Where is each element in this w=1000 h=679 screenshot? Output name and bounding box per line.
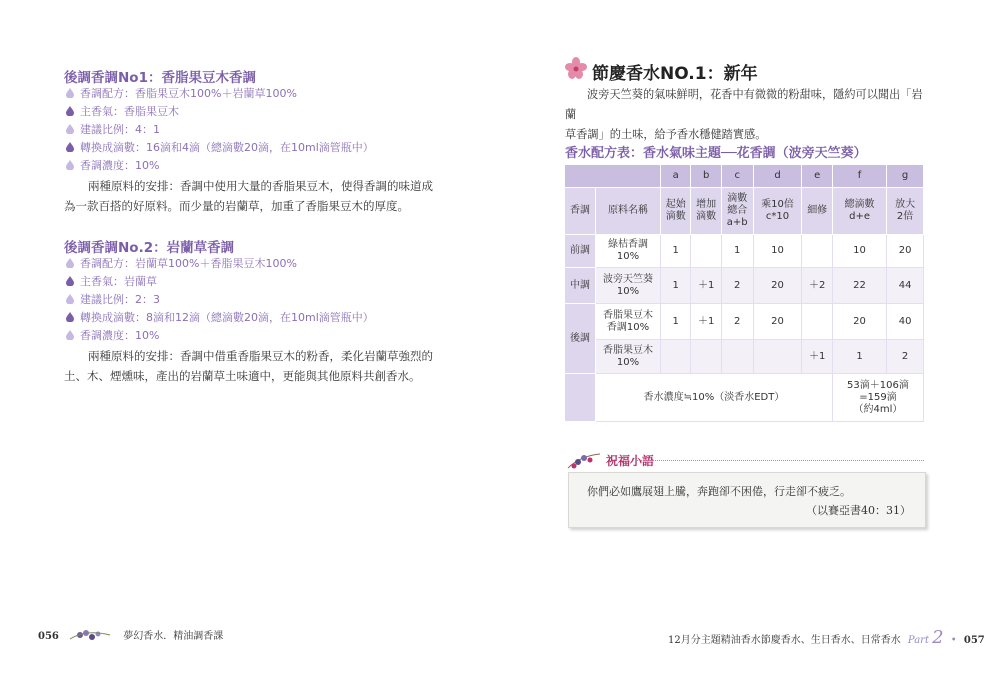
- column-letter: g: [887, 165, 924, 188]
- table-cell: 22: [832, 268, 886, 304]
- table-header-row: [565, 188, 924, 235]
- table-cell: 2: [721, 304, 753, 340]
- group-cell: 後調: [565, 304, 596, 374]
- material-cell: 綠桔香調 10%: [596, 235, 661, 268]
- column-letter: f: [832, 165, 886, 188]
- table-cell: 1: [661, 235, 691, 268]
- section1-paragraph: 兩種原料的安排：香調中使用大量的香脂果豆木，使得香調的味道成 為一款百搭的好原料。而少量的岩蘭草，加重了香脂果豆木的厚度。: [64, 179, 433, 213]
- material-cell: 香脂果豆木 香調10%: [596, 304, 661, 340]
- header-cell: 滴數 總合 a+b: [721, 188, 753, 235]
- header-cell: 增加 滴數: [691, 188, 721, 235]
- intro-paragraph: 波旁天竺葵的氣味鮮明，花香中有微微的粉甜味，隱約可以聞出「岩蘭 草香調」的土味，給予香水穩健踏實感。: [565, 88, 923, 141]
- table-cell: 1: [832, 340, 886, 374]
- table-footer-row: [565, 374, 924, 422]
- berry-icon: [66, 627, 116, 643]
- material-cell: 波旁天竺葵 10%: [596, 268, 661, 304]
- header-cell: 總滴數 d+e: [832, 188, 886, 235]
- bullet: 香調濃度：10%: [66, 328, 159, 344]
- table-cell: [802, 235, 832, 268]
- section2-title: 後調香調No.2：岩蘭草香調: [64, 240, 235, 256]
- blessing-title: 祝福小語: [606, 454, 655, 468]
- book-title: 夢幻香水．精油調香課: [123, 631, 224, 642]
- table-cell: 20: [887, 235, 924, 268]
- bullet: 香調配方：岩蘭草100%＋香脂果豆木100%: [66, 256, 297, 272]
- column-letter: c: [721, 165, 753, 188]
- table-cell: ＋2: [802, 268, 832, 304]
- header-cell: 原料名稱: [596, 188, 661, 235]
- total-cell: 53滴＋106滴 =159滴 （約4ml）: [832, 374, 923, 422]
- table-cell: ＋1: [691, 268, 721, 304]
- blessing-text: 你們必如鷹展翅上騰，奔跑卻不困倦，行走卻不疲乏。: [587, 485, 851, 498]
- drop-icon: [66, 160, 74, 170]
- table-subtitle: 香水配方表：香水氣味主題──花香調（波旁天竺葵）: [565, 146, 867, 161]
- table-cell: 2: [721, 268, 753, 304]
- table-cell: [691, 340, 721, 374]
- group-cell: 中調: [565, 268, 596, 304]
- table-cell: [802, 304, 832, 340]
- table-row: [565, 268, 924, 304]
- section2-paragraph: 兩種原料的安排：香調中借重香脂果豆木的粉香，柔化岩蘭草強烈的 土、木、煙燻味，產出的岩蘭草土味適中，更能與其他原料共創香水。: [64, 349, 433, 383]
- header-cell: 細修: [802, 188, 832, 235]
- table-cell: 10: [832, 235, 886, 268]
- part-number: 2: [932, 627, 944, 648]
- drop-icon: [66, 142, 74, 152]
- table-cell: 1: [721, 235, 753, 268]
- table-row: [565, 304, 924, 340]
- column-letter: e: [802, 165, 832, 188]
- drop-icon: [66, 294, 74, 304]
- blessing-box: [566, 454, 926, 526]
- concentration-cell: 香水濃度≒10%（淡香水EDT）: [596, 374, 833, 422]
- recipe-table: [564, 164, 924, 422]
- bullet: 主香氣：香脂果豆木: [66, 104, 179, 120]
- table-cell: 20: [753, 304, 802, 340]
- bullet: 轉換成滴數：16滴和4滴（總滴數20滴，在10ml滴管瓶中）: [66, 140, 374, 156]
- table-cell: [661, 340, 691, 374]
- bullet: 香調配方：香脂果豆木100%＋岩蘭草100%: [66, 86, 297, 102]
- drop-icon: [66, 106, 74, 116]
- right-footer: 12月分主題精油香水節慶香水、生日香水、日常香水 Part 2 • 057: [668, 627, 985, 648]
- drop-icon: [66, 276, 74, 286]
- drop-icon: [66, 258, 74, 268]
- material-cell: 香脂果豆木 10%: [596, 340, 661, 374]
- drop-icon: [66, 312, 74, 322]
- section1-title: 後調香調No1：香脂果豆木香調: [64, 70, 256, 86]
- column-letter: b: [691, 165, 721, 188]
- table-cell: [753, 340, 802, 374]
- group-cell: 前調: [565, 235, 596, 268]
- table-cell: 1: [661, 268, 691, 304]
- table-cell: 40: [887, 304, 924, 340]
- bullet: 主香氣：岩蘭草: [66, 274, 157, 290]
- header-cell: 香調: [565, 188, 596, 235]
- blessing-source: （以賽亞書40：31）: [806, 504, 911, 517]
- table-cell: 20: [753, 268, 802, 304]
- right-page: [500, 0, 1000, 679]
- table-cell: [691, 235, 721, 268]
- drop-icon: [66, 330, 74, 340]
- table-cell: 20: [832, 304, 886, 340]
- left-footer: [38, 627, 223, 643]
- page-title: 節慶香水NO.1：新年: [592, 64, 758, 84]
- table-row: [565, 235, 924, 268]
- header-cell: 乘10倍 c*10: [753, 188, 802, 235]
- berry-icon: [566, 450, 604, 472]
- bullet: 香調濃度：10%: [66, 158, 159, 174]
- table-cell: ＋1: [691, 304, 721, 340]
- page-number: 057: [963, 635, 985, 646]
- table-cell: 10: [753, 235, 802, 268]
- table-cell: 1: [661, 304, 691, 340]
- table-row: [565, 340, 924, 374]
- column-letter: a: [661, 165, 691, 188]
- page-number: 056: [38, 631, 59, 642]
- table-cell: [721, 340, 753, 374]
- table-cell: ＋1: [802, 340, 832, 374]
- bullet: 建議比例：2：3: [66, 292, 160, 308]
- table-letter-row: [565, 165, 924, 188]
- header-cell: 起始 滴數: [661, 188, 691, 235]
- header-cell: 放大 2倍: [887, 188, 924, 235]
- drop-icon: [66, 88, 74, 98]
- bullet: 轉換成滴數：8滴和12滴（總滴數20滴，在10ml滴管瓶中）: [66, 310, 374, 326]
- table-cell: 2: [887, 340, 924, 374]
- drop-icon: [66, 124, 74, 134]
- flower-icon: [564, 56, 588, 80]
- bullet: 建議比例：4：1: [66, 122, 160, 138]
- column-letter: d: [753, 165, 802, 188]
- part-label: Part: [907, 635, 929, 646]
- running-title: 12月分主題精油香水節慶香水、生日香水、日常香水: [668, 635, 901, 646]
- table-cell: 44: [887, 268, 924, 304]
